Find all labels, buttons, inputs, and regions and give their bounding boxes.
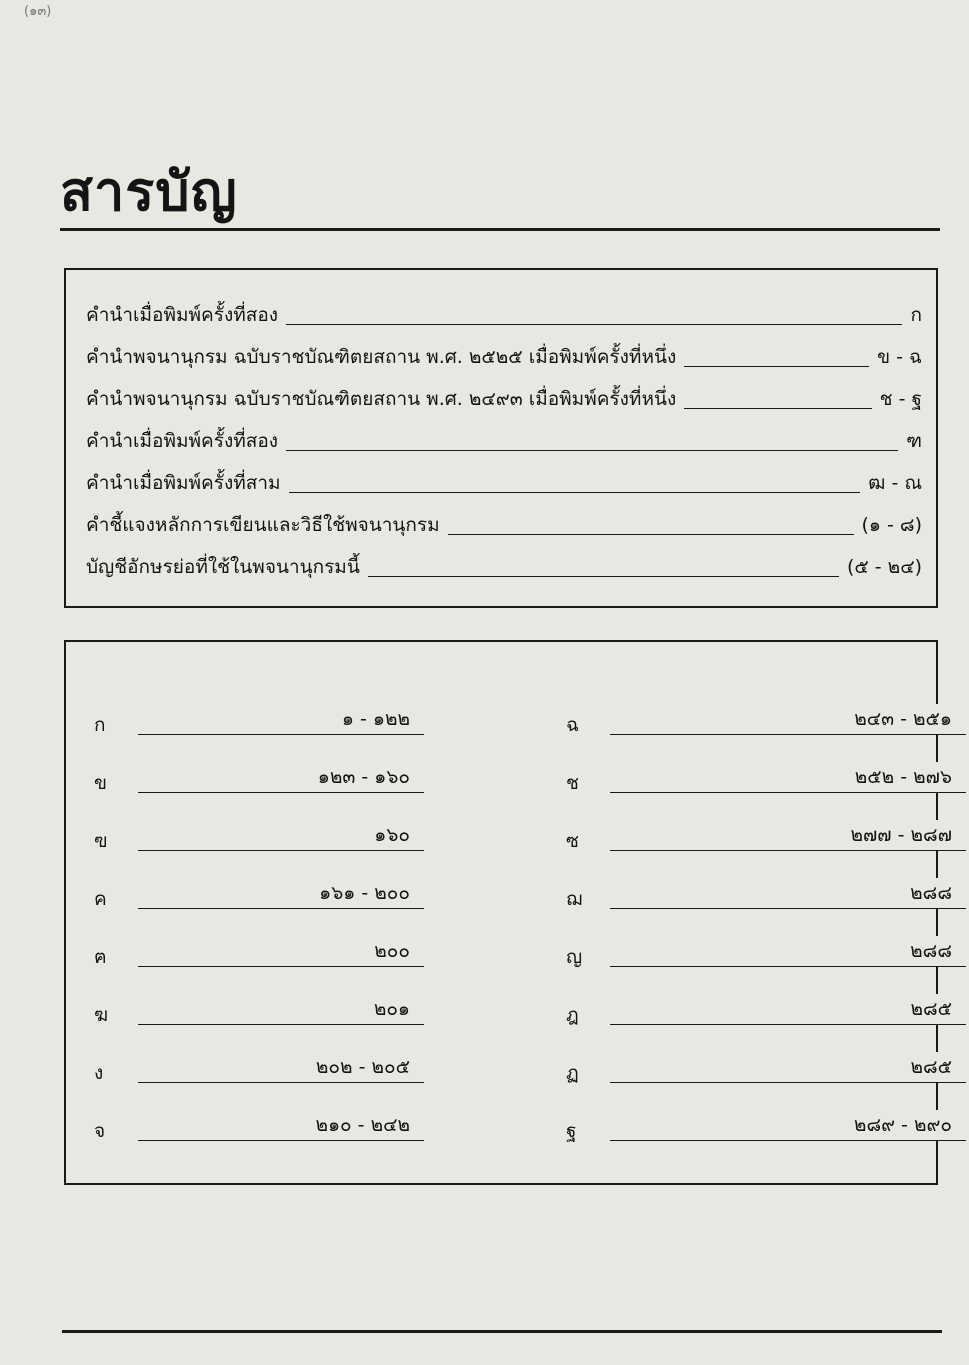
toc-entry-preface[interactable] — [86, 510, 922, 540]
toc-letter: ค — [94, 888, 107, 910]
toc-entry-letter[interactable] — [566, 1116, 966, 1146]
toc-letter: ฌ — [566, 888, 583, 910]
toc-entry-preface[interactable] — [86, 468, 922, 498]
toc-entry-preface[interactable] — [86, 552, 922, 582]
toc-letter: ช — [566, 772, 579, 794]
toc-entry-pages: ฒ - ณ — [868, 472, 922, 494]
dotted-leader — [610, 1140, 966, 1141]
toc-entry-letter[interactable] — [94, 884, 424, 914]
toc-entry-text: คำนำเมื่อพิมพ์ครั้งที่สอง — [86, 430, 279, 452]
toc-entry-letter[interactable] — [94, 710, 424, 740]
dotted-leader — [138, 734, 424, 735]
toc-letter: ซ — [566, 830, 579, 852]
dotted-leader — [684, 408, 871, 409]
toc-entry-pages: ๒๘๕ — [904, 994, 958, 1024]
toc-entry-text: คำนำพจนานุกรม ฉบับราชบัณฑิตยสถาน พ.ศ. ๒๔๙๓ เมื่อพิมพ์ครั้งที่หนึ่ง — [86, 388, 677, 410]
toc-letter: จ — [94, 1120, 106, 1142]
toc-letter: ฃ — [94, 830, 108, 852]
toc-entry-text: คำนำเมื่อพิมพ์ครั้งที่สอง — [86, 304, 279, 326]
toc-entry-text: คำนำพจนานุกรม ฉบับราชบัณฑิตยสถาน พ.ศ. ๒๕๒๕ เมื่อพิมพ์ครั้งที่หนึ่ง — [86, 346, 677, 368]
page-number: (๑๓) — [24, 4, 52, 19]
toc-letter: ง — [94, 1062, 104, 1084]
toc-entry-letter[interactable] — [566, 768, 966, 798]
dotted-leader — [684, 366, 869, 367]
toc-entry-letter[interactable] — [94, 1058, 424, 1088]
toc-entry-preface[interactable] — [86, 342, 922, 372]
dotted-leader — [286, 324, 902, 325]
toc-letter: ฅ — [94, 946, 107, 968]
dotted-leader — [610, 1024, 966, 1025]
toc-entry-letter[interactable] — [94, 826, 424, 856]
dotted-leader — [138, 850, 424, 851]
toc-entry-pages: ๑๖๑ - ๒๐๐ — [313, 878, 416, 908]
toc-entry-pages: ๒๘๕ — [904, 1052, 958, 1082]
toc-entry-preface[interactable] — [86, 384, 922, 414]
toc-entry-pages: ๒๕๒ - ๒๗๖ — [849, 762, 958, 792]
toc-entry-pages: (๕ - ๒๔) — [846, 556, 922, 578]
toc-entry-letter[interactable] — [566, 1000, 966, 1030]
toc-entry-pages: ๒๐๒ - ๒๐๕ — [310, 1052, 416, 1082]
dotted-leader — [610, 850, 966, 851]
dotted-leader — [448, 534, 854, 535]
toc-entry-preface[interactable] — [86, 300, 922, 330]
toc-entry-pages: ๑๖๐ — [368, 820, 416, 850]
toc-entry-pages: ๒๐๐ — [368, 936, 416, 966]
toc-entry-letter[interactable] — [566, 710, 966, 740]
dotted-leader — [138, 792, 424, 793]
toc-entry-letter[interactable] — [566, 1058, 966, 1088]
toc-entry-pages: ๑ - ๑๒๒ — [336, 704, 416, 734]
toc-entry-pages: ก — [910, 304, 922, 326]
toc-entry-text: บัญชีอักษรย่อที่ใช้ในพจนานุกรมนี้ — [86, 556, 360, 578]
dotted-leader — [138, 1082, 424, 1083]
dotted-leader — [138, 1024, 424, 1025]
toc-entry-text: คำนำเมื่อพิมพ์ครั้งที่สาม — [86, 472, 281, 494]
toc-entry-pages: ๒๘๘ — [904, 878, 958, 908]
dotted-leader — [289, 492, 861, 493]
toc-letter: ฆ — [94, 1004, 109, 1026]
toc-entry-pages: ๑๒๓ - ๑๖๐ — [312, 762, 416, 792]
toc-entry-letter[interactable] — [566, 826, 966, 856]
page-title: สารบัญ — [60, 160, 238, 223]
dotted-leader — [610, 1082, 966, 1083]
toc-letter: ฐ — [566, 1120, 577, 1142]
toc-entry-pages: ๒๘๘ — [904, 936, 958, 966]
toc-entry-pages: ฑ — [906, 430, 922, 452]
dotted-leader — [138, 1140, 424, 1141]
toc-entry-pages: ช - ฐ — [879, 388, 922, 410]
dotted-leader — [610, 734, 966, 735]
toc-entry-letter[interactable] — [94, 768, 424, 798]
dotted-leader — [610, 792, 966, 793]
dotted-leader — [610, 966, 966, 967]
bottom-divider — [62, 1330, 942, 1333]
title-divider — [60, 228, 940, 231]
toc-entry-text: คำชี้แจงหลักการเขียนและวิธีใช้พจนานุกรม — [86, 514, 440, 536]
toc-entry-pages: ข - ฉ — [877, 346, 922, 368]
toc-entry-letter[interactable] — [94, 1000, 424, 1030]
dotted-leader — [610, 908, 966, 909]
toc-letter: ฏ — [566, 1062, 579, 1084]
dotted-leader — [138, 908, 424, 909]
toc-entry-pages: ๒๑๐ - ๒๔๒ — [309, 1110, 416, 1140]
toc-entry-letter[interactable] — [94, 942, 424, 972]
toc-letter: ก — [94, 714, 106, 736]
toc-letter: ญ — [566, 946, 583, 968]
toc-entry-pages: ๒๗๗ - ๒๘๗ — [844, 820, 958, 850]
toc-entry-letter[interactable] — [566, 942, 966, 972]
toc-letter: ฎ — [566, 1004, 579, 1026]
toc-letter: ข — [94, 772, 107, 794]
toc-letter: ฉ — [566, 714, 579, 736]
dotted-leader — [368, 576, 839, 577]
dotted-leader — [286, 450, 898, 451]
letter-index-box — [64, 640, 952, 1185]
toc-entry-pages: ๒๐๑ — [368, 994, 416, 1024]
toc-entry-letter[interactable] — [94, 1116, 424, 1146]
toc-entry-letter[interactable] — [566, 884, 966, 914]
toc-entry-pages: ๒๔๓ - ๒๕๑ — [848, 704, 958, 734]
toc-entry-pages: (๑ - ๘) — [861, 514, 922, 536]
toc-entry-preface[interactable] — [86, 426, 922, 456]
preface-contents-box — [64, 268, 938, 608]
dotted-leader — [138, 966, 424, 967]
toc-entry-pages: ๒๘๙ - ๒๙๐ — [848, 1110, 958, 1140]
